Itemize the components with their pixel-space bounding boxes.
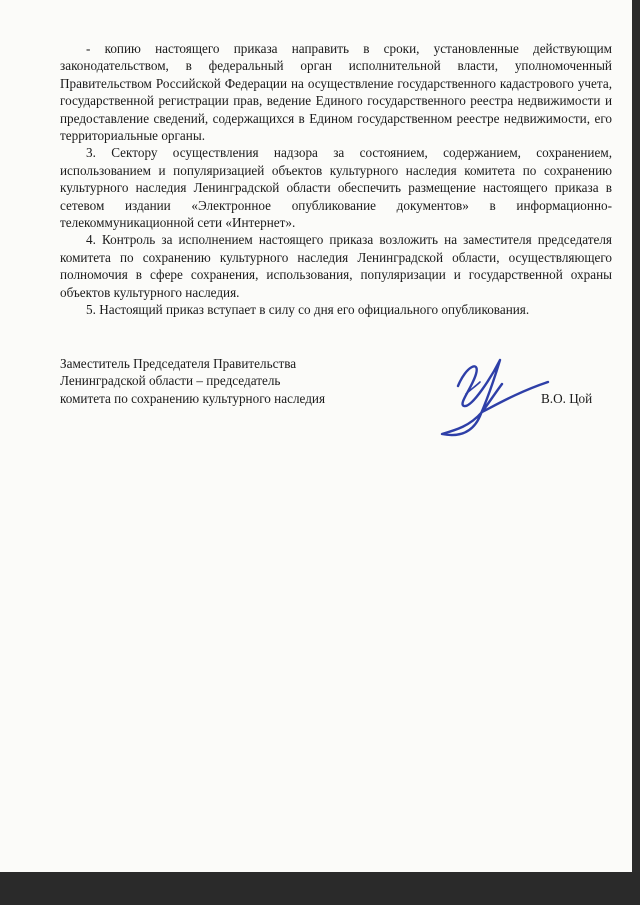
signatory-position — [60, 355, 440, 407]
paragraph-3-publication: 3. Сектору осуществления надзора за состоянием, содержанием, сохранением, использованием и популяризацией объектов культурного наследия комитета по сохранению культурного наследия Ленинградской области обеспечить размещение настоящего приказа в сетевом издании «Электронное опубликование документов» в информационно-телекоммуникационной сети «Интернет». — [60, 145, 612, 231]
handwritten-signature-icon — [436, 346, 556, 441]
scanner-border-right — [632, 0, 640, 905]
scanner-border-bottom — [0, 872, 640, 905]
signatory-position-line: комитета по сохранению культурного наследия — [60, 390, 326, 406]
signatory-position-line: Заместитель Председателя Правительства — [60, 356, 297, 371]
document-body — [60, 40, 612, 319]
paragraph-5-effect: 5. Настоящий приказ вступает в силу со дня его официального опубликования. — [86, 302, 530, 318]
paragraph-copy-direction: - копию настоящего приказа направить в сроки, установленные действующим законодательством, в федеральный орган исполнительной власти, уполномоченный Правительством Российской Федерации на осуществление государственного кадастрового учета, государственной регистрации прав, ведение Единого государственного реестра недвижимости и предоставление сведений, содержащихся в Едином государственном реестре недвижимости, его территориальные органы. — [60, 41, 612, 144]
signatory-name: В.О. Цой — [541, 391, 593, 406]
signatory-position-line: Ленинградской области – председатель — [60, 373, 281, 389]
paragraph-4-control: 4. Контроль за исполнением настоящего приказа возложить на заместителя председателя комитета по сохранению культурного наследия Ленинградской области, осуществляющего полномочия в сфере сохранения, использования, популяризации и государственной охраны объектов культурного наследия. — [60, 232, 612, 300]
